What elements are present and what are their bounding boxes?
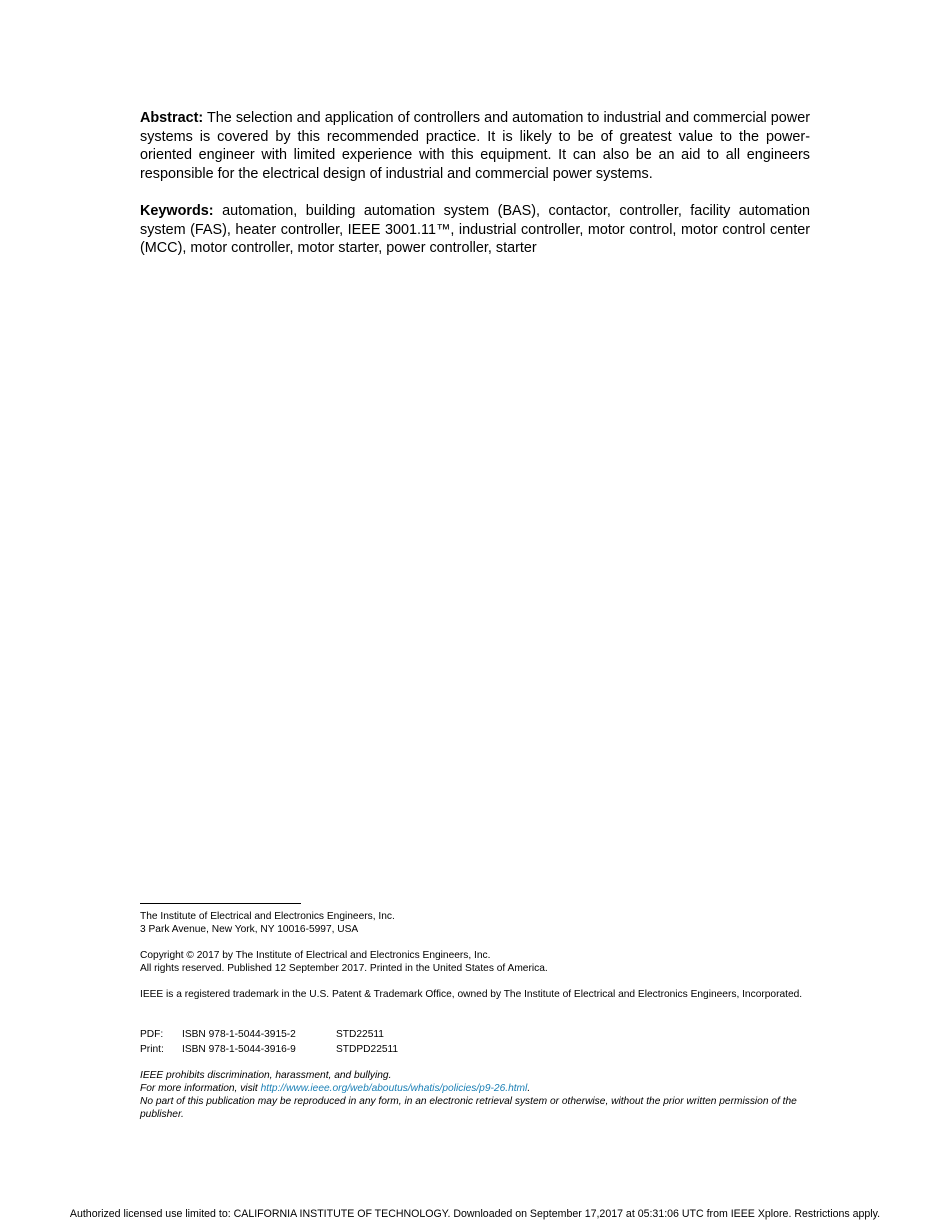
rights-line: All rights reserved. Published 12 September 2017. Printed in the United States of America. (140, 963, 548, 974)
keywords-text: automation, building automation system (BAS), contactor, controller, facility automation system (FAS), heater controller, IEEE 3001.11™, industrial controller, motor control, motor control center (MCC), motor controller, motor starter, power controller, starter (140, 203, 810, 256)
footnote-divider (140, 903, 301, 904)
copyright-line: Copyright © 2017 by The Institute of Electrical and Electronics Engineers, Inc. (140, 950, 491, 961)
keywords-label: Keywords: (140, 203, 214, 219)
policy-info-suffix: . (527, 1083, 531, 1094)
publisher-block (140, 910, 820, 936)
abstract-label: Abstract: (140, 110, 204, 126)
isbn-number: ISBN 978-1-5044-3915-2 (182, 1029, 296, 1040)
policy-link[interactable]: http://www.ieee.org/web/aboutus/whatis/policies/p9-26.html (260, 1083, 528, 1094)
abstract-paragraph (140, 109, 810, 183)
policy-statement: IEEE prohibits discrimination, harassment, and bullying. (140, 1070, 392, 1081)
policy-notice (140, 1069, 820, 1121)
trademark-notice: IEEE is a registered trademark in the U.S. Patent & Trademark Office, owned by The Institute of Electrical and Electronics Engineers, Incorporated. (140, 989, 803, 1000)
abstract-text: The selection and application of controllers and automation to industrial and commercial power systems is covered by this recommended practice. It is likely to be of greatest value to the power-oriented engineer with limited experience with this equipment. It can also be an aid to all engineers responsible for the electrical design of industrial and commercial power systems. (140, 110, 810, 182)
std-number: STDPD22511 (336, 1044, 399, 1055)
isbn-format-label: PDF: (140, 1029, 164, 1040)
copyright-block (140, 949, 820, 975)
publisher-address: 3 Park Avenue, New York, NY 10016-5997, USA (140, 924, 359, 935)
isbn-number: ISBN 978-1-5044-3916-9 (182, 1044, 296, 1055)
reproduction-notice: No part of this publication may be reproduced in any form, in an electronic retrieval system or otherwise, without the prior written permission of the publisher. (140, 1096, 797, 1120)
keywords-paragraph (140, 202, 810, 258)
std-number: STD22511 (336, 1029, 384, 1040)
isbn-table (140, 1027, 820, 1057)
isbn-row-print (140, 1042, 820, 1057)
policy-info-line (140, 1082, 820, 1095)
publisher-name: The Institute of Electrical and Electronics Engineers, Inc. (140, 911, 395, 922)
policy-info-prefix: For more information, visit (140, 1083, 261, 1094)
isbn-format-label: Print: (140, 1044, 164, 1055)
isbn-row-pdf (140, 1027, 820, 1042)
license-footer: Authorized licensed use limited to: CALIFORNIA INSTITUTE OF TECHNOLOGY. Downloaded on September 17,2017 at 05:31:06 UTC from IEEE Xplore. Restrictions apply. (69, 1208, 881, 1220)
